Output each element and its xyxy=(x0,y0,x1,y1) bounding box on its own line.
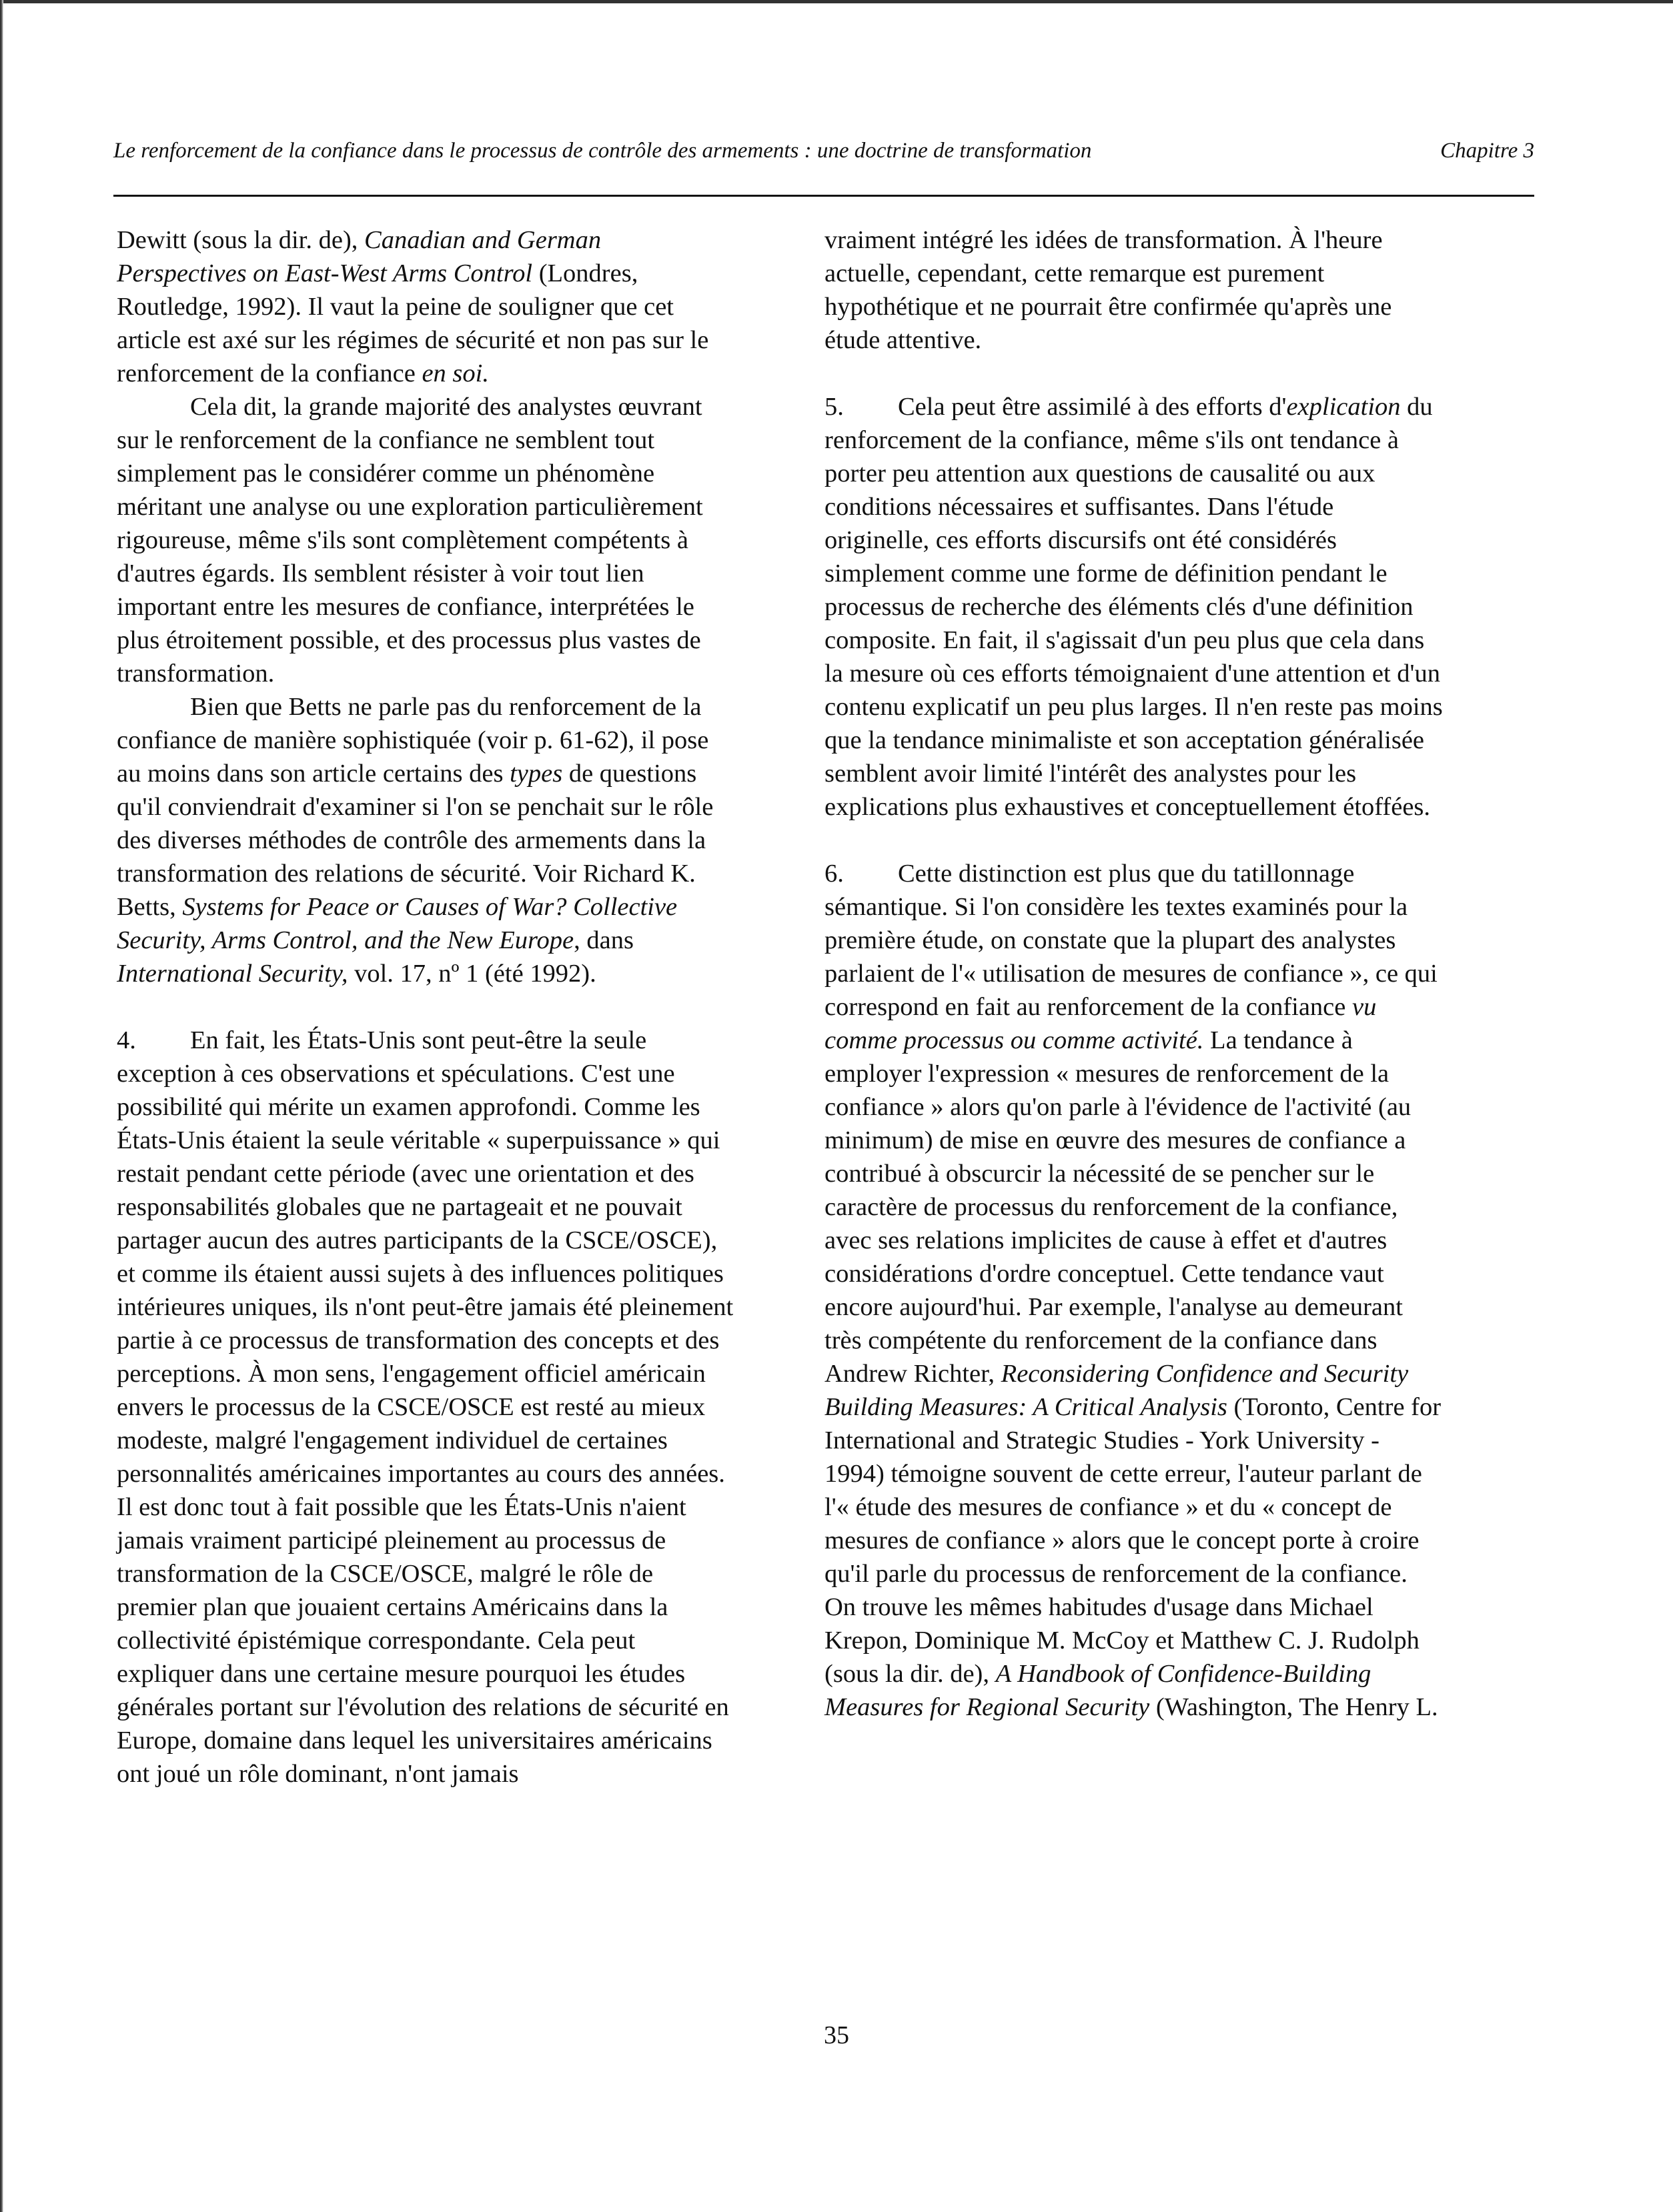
note-4-continuation: vraiment intégré les idées de transformation. À l'heure actuelle, cependant, cette remarque est purement hypothétique et ne pourrait être confirmée qu'après une étude attentive. xyxy=(824,226,1392,354)
page-left-edge xyxy=(0,0,3,2212)
emphasis: types xyxy=(510,760,563,788)
book-title: Reconsidering Confidence and Security Building Measures: A Critical Analysis xyxy=(824,1360,1409,1421)
note-text: , dans xyxy=(574,926,634,954)
note-text: vol. 17, nº 1 (été 1992). xyxy=(348,960,596,988)
running-header-title: Le renforcement de la confiance dans le processus de contrôle des armements : une doctrine de transformation xyxy=(113,139,1092,163)
note-4 xyxy=(117,1024,736,1791)
note-3-paragraph-3 xyxy=(117,690,736,990)
note-text: (Washington, The Henry L. xyxy=(1149,1693,1438,1721)
note-text: (Londres, Routledge, 1992). Il vaut la peine de souligner que cet article est axé sur les régimes de sécurité et non pas sur le renforcement de la confiance xyxy=(117,259,709,387)
running-header-chapter: Chapitre 3 xyxy=(1440,139,1534,163)
running-header xyxy=(113,139,1534,176)
page-top-edge xyxy=(0,0,1673,3)
emphasis: explication xyxy=(1286,393,1401,421)
note-3-paragraph-2: Cela dit, la grande majorité des analystes œuvrant sur le renforcement de la confiance ne semblent tout simplement pas le considérer comme un phénomène méritant une analyse ou une exploration particulièrement rigoureuse, même s'ils sont complètement compétents à d'autres égards. Ils semblent résister à voir tout lien important entre les mesures de confiance, interprétées le plus étroitement possible, et des processus plus vastes de transformation. xyxy=(117,393,703,688)
note-number: 4. xyxy=(117,1026,136,1054)
note-number: 5. xyxy=(824,393,844,421)
note-text: Dewitt (sous la dir. de), xyxy=(117,226,365,254)
book-title: A Handbook of Confidence-Building Measures for Regional Security xyxy=(824,1660,1371,1721)
note-text: Cette distinction est plus que du tatillonnage sémantique. Si l'on considère les textes examinés pour la première étude, on constate que la plupart des analystes parlaient de l'« utilisation de mesures de confiance », ce qui correspond en fait au renforcement de la confiance xyxy=(824,860,1438,1021)
note-text: Cela peut être assimilé à des efforts d' xyxy=(898,393,1287,421)
note-text: En fait, les États-Unis sont peut-être la seule exception à ces observations et spéculations. C'est une possibilité qui mérite un examen approfondi. Comme les États-Unis étaient la seule véritable « superpuissance » qui restait pendant cette période (avec une orientation et des responsabilités globales que ne partageait et ne pouvait partager aucun des autres participants de la CSCE/OSCE), et comme ils étaient aussi sujets à des influences politiques intérieures uniques, ils n'ont peut-être jamais été pleinement partie à ce processus de transformation des concepts et des perceptions. À mon sens, l'engagement officiel américain envers le processus de la CSCE/OSCE est resté au mieux modeste, malgré l'engagement individuel de certaines personnalités américaines importantes au cours des années. Il est donc tout à fait possible que les États-Unis n'aient jamais vraiment participé pleinement au processus de transformation de la CSCE/OSCE, malgré le rôle de premier plan que jouaient certains Américains dans la collectivité épistémique correspondante. Cela peut expliquer dans une certaine mesure pourquoi les études générales portant sur l'évolution des relations de sécurité en Europe, domaine dans lequel les universitaires américains ont joué un rôle dominant, n'ont jamais xyxy=(117,1026,734,1788)
note-text: de questions qu'il conviendrait d'examiner si l'on se penchait sur le rôle des diverses méthodes de contrôle des armements dans la transformation des relations de sécurité. Voir Richard K. Betts, xyxy=(117,760,714,921)
right-column xyxy=(824,223,1444,1991)
article-title: Systems for Peace or Causes of War? Collective Security, Arms Control, and the New Europe xyxy=(117,893,678,954)
note-3-continuation xyxy=(117,223,736,390)
page-number: 35 xyxy=(824,2021,849,2049)
book-title: Canadian and German Perspectives on East-West Arms Control xyxy=(117,226,602,287)
left-column xyxy=(117,223,736,1991)
emphasis: en soi. xyxy=(422,359,489,387)
note-number: 6. xyxy=(824,860,844,888)
journal-title: International Security, xyxy=(117,960,348,988)
header-rule xyxy=(113,195,1534,197)
note-text: Bien que Betts ne parle pas du renforcement de la confiance de manière sophistiquée (voir p. 61-62), il pose au moins dans son article certains des xyxy=(117,693,709,788)
note-6 xyxy=(824,857,1444,1724)
note-text: (Toronto, Centre for International and Strategic Studies - York University - 1994) témoigne souvent de cette erreur, l'auteur parlant de l'« étude des mesures de confiance » et du « concept de mesures de confiance » alors que le concept porte à croire qu'il parle du processus de renforcement de la confiance. On trouve les mêmes habitudes d'usage dans Michael Krepon, Dominique M. McCoy et Matthew C. J. Rudolph (sous la dir. de), xyxy=(824,1393,1442,1688)
note-text: du renforcement de la confiance, même s'ils ont tendance à porter peu attention aux questions de causalité ou aux conditions nécessaires et suffisantes. Dans l'étude originelle, ces efforts discursifs ont été considérés simplement comme une forme de définition pendant le processus de recherche des éléments clés d'une définition composite. En fait, il s'agissait d'un peu plus que cela dans la mesure où ces efforts témoignaient d'une attention et d'un contenu explicatif un peu plus larges. Il n'en reste pas moins que la tendance minimaliste et son acceptation généralisée semblent avoir limité l'intérêt des analystes pour les explications plus exhaustives et conceptuellement étoffées. xyxy=(824,393,1443,821)
note-5 xyxy=(824,390,1444,824)
note-text: La tendance à employer l'expression « mesures de renforcement de la confiance » alors qu'on parle à l'évidence de l'activité (au minimum) de mise en œuvre des mesures de confiance a contribué à obscurcir la nécessité de se pencher sur le caractère de processus du renforcement de la confiance, avec ses relations implicites de cause à effet et d'autres considérations d'ordre conceptuel. Cette tendance vaut encore aujourd'hui. Par exemple, l'analyse au demeurant très compétente du renforcement de la confiance dans Andrew Richter, xyxy=(824,1026,1412,1388)
emphasis: vu comme processus ou comme activité. xyxy=(824,993,1377,1054)
